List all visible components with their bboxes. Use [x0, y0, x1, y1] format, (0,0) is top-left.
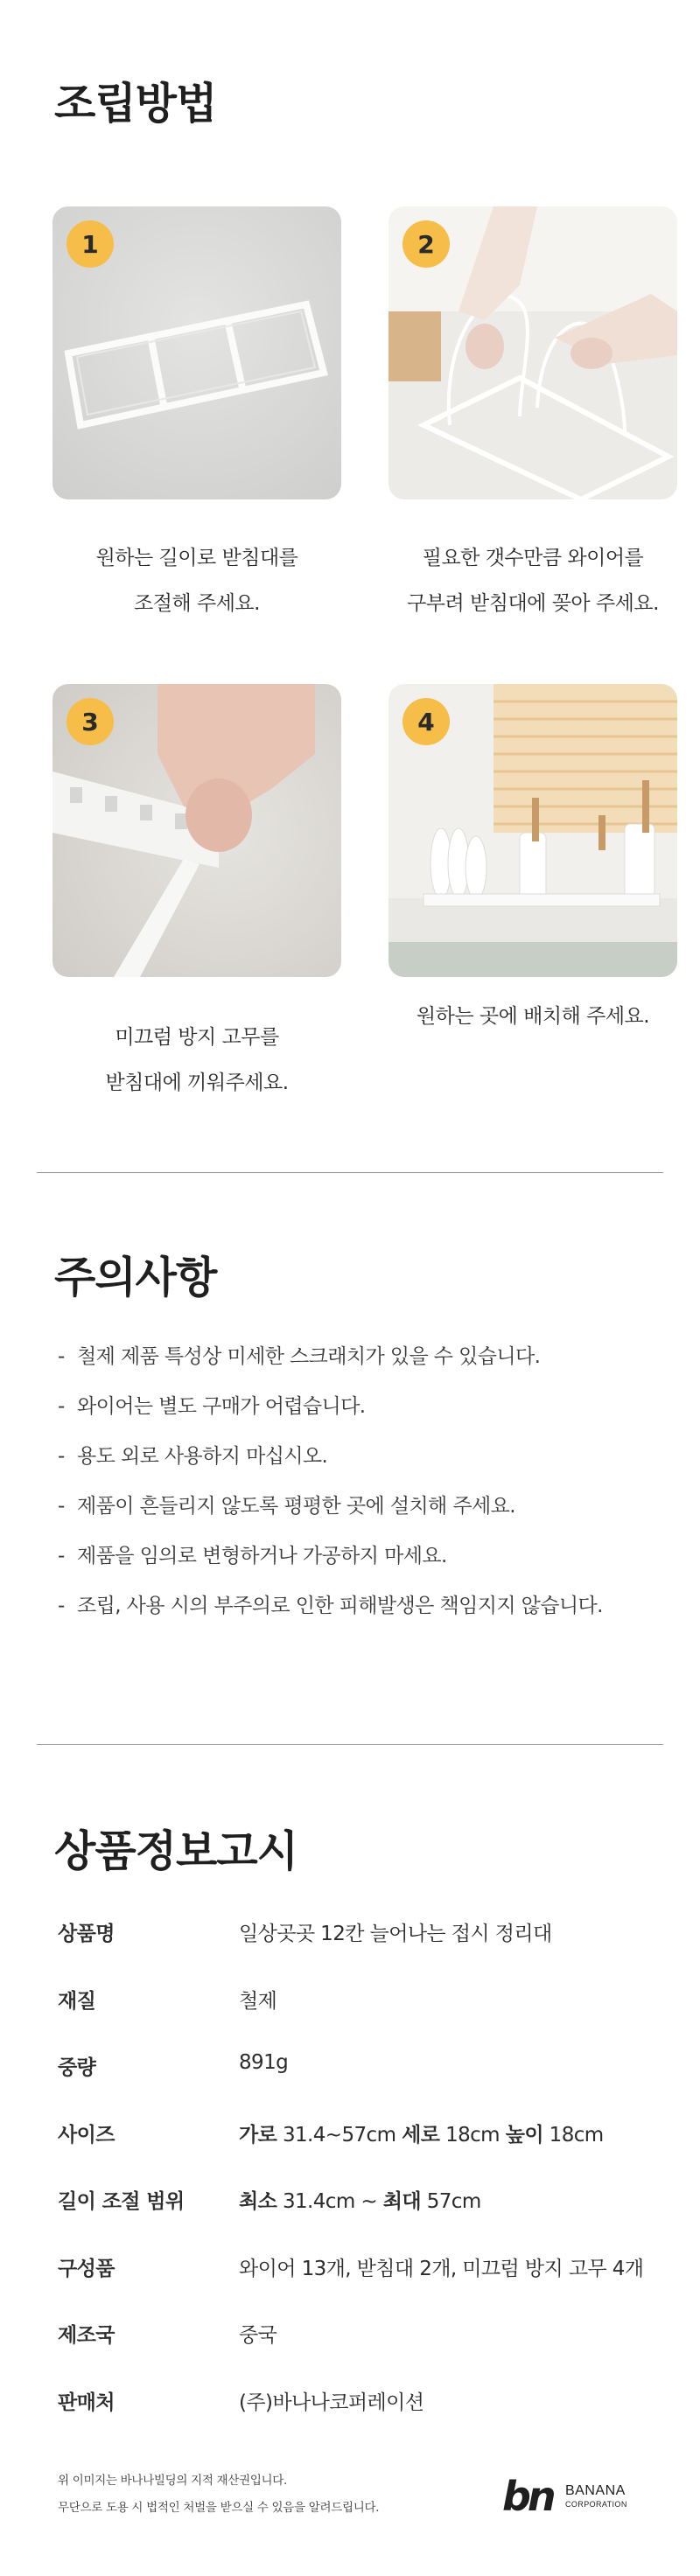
step-1-line-1: 원하는 길이로 받침대를 [95, 547, 298, 569]
section-divider [37, 1744, 663, 1745]
copyright-line-2: 무단으로 도용 시 법적인 처벌을 받으실 수 있음을 알려드립니다. [58, 2501, 380, 2515]
caution-item: - 제품이 흔들리지 않도록 평평한 곳에 설치해 주세요. [58, 1495, 515, 1518]
info-title: 상품정보고시 [54, 1826, 298, 1876]
step-3-badge: 3 [66, 698, 114, 745]
caution-item: - 철제 제품 특성상 미세한 스크래치가 있을 수 있습니다. [58, 1345, 541, 1368]
logo-name: BANANA [565, 2483, 626, 2498]
step-3-image [52, 684, 341, 977]
step-3-caption [39, 1015, 354, 1106]
step-1-caption [39, 535, 354, 626]
step-2-badge: 2 [402, 220, 450, 268]
step-1-line-2: 조절해 주세요. [134, 592, 260, 615]
spec-row-origin: 제조국 중국 [58, 2324, 277, 2347]
spec-row-name: 상품명 일상곳곳 12칸 늘어나는 접시 정리대 [58, 1923, 552, 1945]
logo-mark: bn [502, 2473, 553, 2519]
caution-item: - 용도 외로 사용하지 마십시오. [58, 1445, 328, 1468]
logo-sub: CORPORATION [565, 2500, 627, 2509]
step-3-line-2: 받침대에 끼워주세요. [105, 1072, 289, 1094]
step-4-caption [375, 994, 690, 1039]
copyright-line-1: 위 이미지는 바나나빌딩의 지적 재산권입니다. [58, 2474, 288, 2488]
step-2-image [388, 206, 677, 499]
step-4-line-1: 원하는 곳에 배치해 주세요. [416, 1005, 650, 1028]
caution-item: - 조립, 사용 시의 부주의로 인한 피해발생은 책임지지 않습니다. [58, 1595, 603, 1617]
caution-list [58, 1340, 603, 1639]
caution-title: 주의사항 [54, 1253, 217, 1302]
spec-row-weight: 중량 891g [58, 2051, 289, 2079]
step-1-image [52, 206, 341, 499]
step-4-image [388, 684, 677, 977]
step-2-caption [375, 535, 690, 626]
section-divider [37, 1172, 663, 1173]
spec-row-range: 길이 조절 범위 최소 31.4cm ~ 최대 57cm [58, 2190, 481, 2213]
step-2-line-1: 필요한 갯수만큼 와이어를 [422, 547, 644, 569]
banana-corporation-logo [502, 2472, 651, 2519]
step-3-line-1: 미끄럼 방지 고무를 [115, 1026, 279, 1049]
step-1-badge: 1 [66, 220, 114, 268]
assembly-title: 조립방법 [54, 79, 217, 129]
caution-item: - 제품을 임의로 변형하거나 가공하지 마세요. [58, 1545, 447, 1567]
spec-row-components: 구성품 와이어 13개, 받침대 2개, 미끄럼 방지 고무 4개 [58, 2257, 644, 2280]
spec-row-size: 사이즈 가로 31.4~57cm 세로 18cm 높이 18cm [58, 2123, 604, 2147]
step-4-badge: 4 [402, 698, 450, 745]
spec-table [58, 1917, 643, 2453]
spec-row-material: 재질 철제 [58, 1989, 277, 2013]
step-2-line-2: 구부려 받침대에 꽂아 주세요. [407, 592, 659, 615]
spec-row-seller: 판매처 (주)바나나코퍼레이션 [58, 2391, 424, 2414]
caution-item: - 와이어는 별도 구매가 어렵습니다. [58, 1395, 366, 1418]
